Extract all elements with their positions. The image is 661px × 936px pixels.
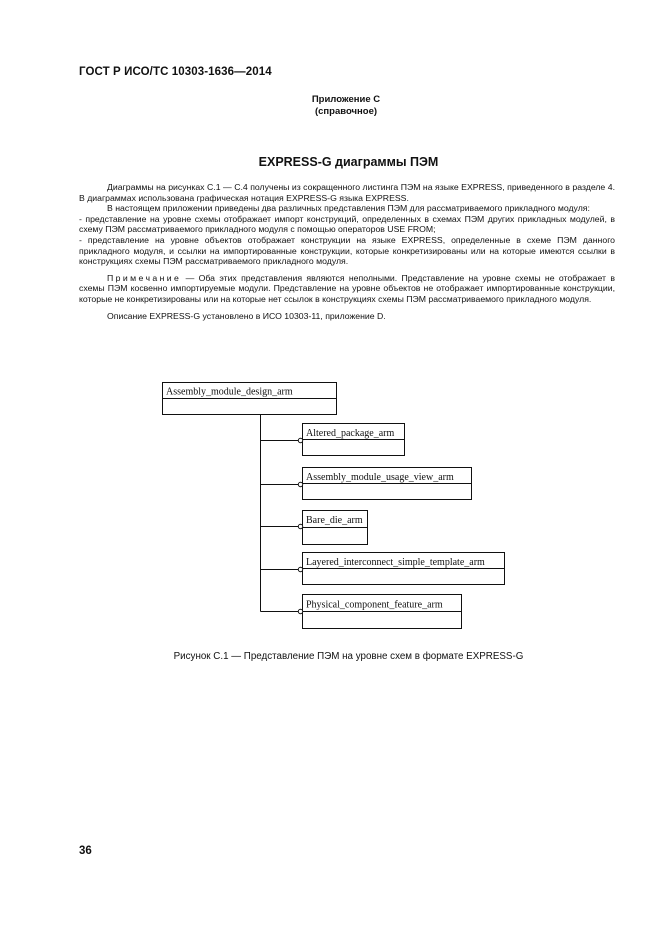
- section-title-text: EXPRESS-G диаграммы ПЭМ: [258, 155, 439, 169]
- entity-label-1: Altered_package_arm: [306, 428, 395, 439]
- paragraph-intro: Диаграммы на рисунках С.1 — С.4 получены из сокращенного листинга ПЭМ на языке EXPRESS, приведенного в разделе 4. В диаграммах использована графическая нотация EXPRESS-G языка EXPRESS.: [79, 182, 615, 203]
- figure-caption-text: Рисунок С.1 — Представление ПЭМ на уровне схем в формате EXPRESS-G: [173, 651, 524, 662]
- use-from-marker-3: [298, 524, 302, 528]
- use-from-marker-1: [298, 438, 302, 442]
- paragraph-representations: В настоящем приложении приведены два различных представления ПЭМ для рассматриваемого прикладного модуля:: [107, 203, 590, 214]
- entity-label-5: Physical_component_feature_arm: [306, 599, 443, 611]
- note-label: Примечание: [107, 272, 182, 283]
- note-text: — Оба этих представления являются неполными. Представление на уровне схемы не отображает в схемы ПЭМ косвенно импортируемые модули. Представление на уровне объектов не отображает импортированные конструкции, которые не конкретизированы или на которые нет ссылок в конструкциях схемы ПЭМ рассматриваемого прикладного модуля.: [79, 272, 615, 304]
- paragraph-entity-level: - представление на уровне объектов отображает конструкции на языке EXPRESS, определенные в схеме ПЭМ данного прикладного модуля, и ссылки на импортированные конструкции, которые конкретизированы или на которые имеются ссылки в конструкциях схемы ПЭМ рассматриваемого прикладного модуля.: [79, 234, 615, 267]
- standard-header: ГОСТ Р ИСО/ТС 10303-1636—2014: [79, 66, 272, 78]
- paragraph-express-g-ref: Описание EXPRESS-G установлено в ИСО 10303-11, приложение D.: [107, 310, 386, 321]
- use-from-marker-2: [298, 482, 302, 486]
- page-number: 36: [79, 845, 92, 857]
- use-from-marker-4: [298, 567, 302, 571]
- paragraph-schema-level: - представление на уровне схемы отображает импорт конструкций, определенных в схемах ПЭМ других прикладных модулей, в схему ПЭМ рассматриваемого прикладного модуля с помощью операторов USE FROM;: [79, 213, 615, 235]
- entity-label-3: Bare_die_arm: [306, 515, 363, 526]
- root-entity-label: Assembly_module_design_arm: [166, 386, 293, 398]
- annex-title: Приложение С: [311, 94, 381, 105]
- figure-caption: [0, 651, 661, 662]
- annex-type: (справочное): [314, 106, 378, 117]
- use-from-marker-5: [298, 609, 302, 613]
- entity-label-4: Layered_interconnect_simple_template_arm: [306, 557, 485, 568]
- entity-label-2: Assembly_module_usage_view_arm: [306, 472, 454, 483]
